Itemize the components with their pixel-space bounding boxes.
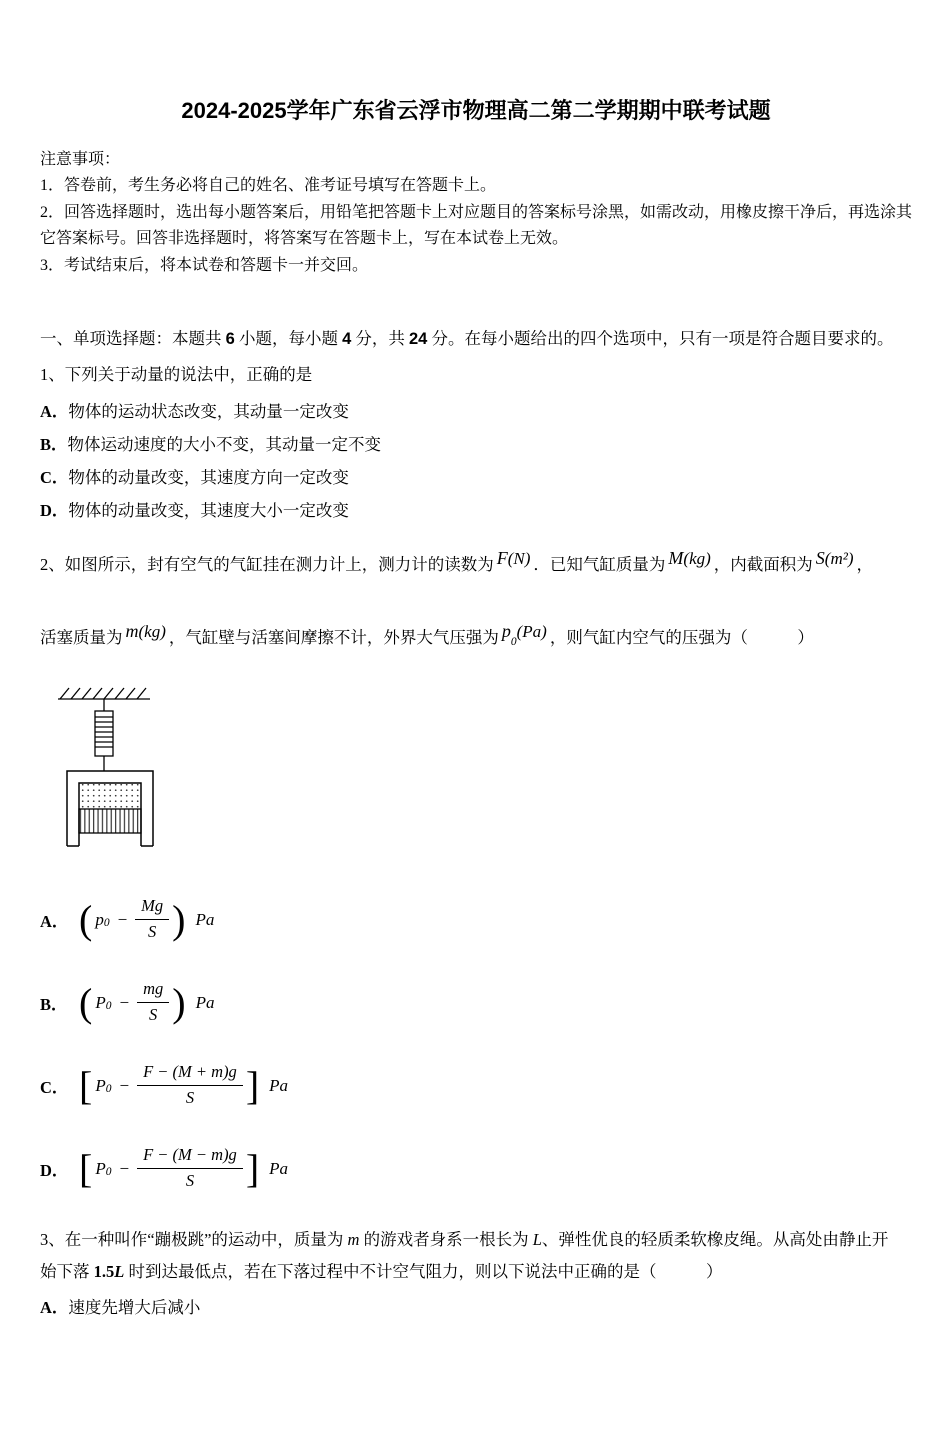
q1-option-b: [40, 428, 912, 461]
fraction: $\frac{Mg}{S}$: [135, 897, 169, 942]
inline-math-M: M(kg): [668, 548, 711, 568]
close-paren: ): [172, 979, 186, 1025]
exam-page: [0, 94, 950, 1324]
unit-label: Pa: [195, 992, 215, 1012]
close-bracket: ]: [245, 1062, 260, 1108]
option-text: 物体的动量改变，其速度大小一定改变: [68, 501, 349, 520]
q3-text: 时到达最低点，若在下落过程中不计空气阻力，则以下说法中正确的是（ ）: [124, 1261, 723, 1281]
fraction: $\frac{F - (M + m)g}{S}$: [137, 1063, 243, 1108]
q2-option-a: [40, 892, 912, 948]
cylinder-apparatus-figure: [48, 684, 174, 854]
open-bracket: [: [79, 1062, 93, 1108]
gas-region: [79, 783, 141, 809]
q3-stem: [40, 1224, 912, 1288]
q1-option-a: [40, 395, 912, 428]
page-title: 2024-2025学年广东省云浮市物理高二第二学期期中联考试题: [181, 98, 771, 123]
section-total: 24: [409, 330, 428, 348]
minus-sign: −: [119, 992, 130, 1012]
inline-math-p0: $p_0(Pa)$: [501, 621, 547, 648]
open-bracket: [: [79, 1145, 93, 1191]
minus-sign: −: [119, 1158, 130, 1178]
option-label: C．: [40, 468, 69, 487]
section-text: 分，共: [351, 329, 409, 348]
q2-stem-line-2: [40, 622, 912, 660]
q1-option-c: [40, 461, 912, 494]
q1-option-d: [40, 494, 912, 527]
pressure-subscript: 0: [103, 916, 110, 929]
minus-sign: −: [119, 1075, 130, 1095]
open-paren: (: [79, 979, 93, 1025]
spring-scale-icon: [95, 699, 113, 771]
unit-label: Pa: [195, 909, 215, 929]
answer-blank: （ ）: [731, 628, 814, 647]
drop-distance-symbol: L: [114, 1261, 125, 1281]
q3-option-a: [40, 1292, 912, 1324]
q2-option-b: [40, 975, 912, 1031]
piston-icon: [79, 809, 141, 833]
option-label: B．: [40, 435, 68, 454]
minus-sign: −: [117, 909, 128, 929]
pressure-symbol: P: [95, 1075, 106, 1095]
q1-options: [40, 395, 912, 527]
section-heading: [40, 325, 912, 353]
option-label: A．: [40, 1297, 69, 1317]
section-points: 4: [342, 330, 352, 348]
pressure-subscript: 0: [105, 999, 112, 1012]
pressure-symbol: P: [95, 1158, 106, 1178]
option-label: A．: [40, 402, 69, 421]
section-count: 6: [225, 330, 235, 348]
q2-option-c: [40, 1058, 912, 1114]
fraction: $\frac{F - (M - m)g}{S}$: [137, 1146, 243, 1191]
q2-text: ．已知气缸质量为: [533, 555, 666, 574]
notice-item-3: 3．考试结束后，将本试卷和答题卡一并交回。: [40, 256, 369, 274]
q3-text: 始下落: [40, 1261, 94, 1281]
drop-distance-number: 1.5: [93, 1261, 115, 1281]
inline-math-S: S(m²): [815, 548, 854, 568]
close-paren: ): [172, 896, 186, 942]
length-symbol: L: [532, 1229, 542, 1249]
option-text: 速度先增大后减小: [68, 1297, 201, 1317]
q2-option-d: [40, 1141, 912, 1197]
fraction: $\frac{mg}{S}$: [137, 980, 169, 1025]
pressure-symbol: P: [95, 992, 106, 1012]
q2-text: ，内截面积为: [713, 555, 813, 574]
inline-math-m: m(kg): [125, 621, 166, 641]
option-label: A．: [40, 911, 69, 931]
section-text: 分。在每小题给出的四个选项中，只有一项是符合题目要求的。: [427, 329, 894, 348]
option-text: 物体运动速度的大小不变，其动量一定不变: [67, 435, 382, 454]
inline-math-F: F(N): [496, 548, 531, 568]
q2-stem: [40, 549, 912, 660]
section-text: 一、单项选择题：本题共: [40, 329, 226, 348]
notice-item-2: 2．回答选择题时，选出每小题答案后，用铅笔把答题卡上对应题目的答案标号涂黑，如需改动，用橡皮擦干净后，再选涂其它答案标号。回答非选择题时，将答案写在答题卡上，写在本试卷上无效。: [40, 203, 913, 247]
option-label: D．: [40, 501, 69, 520]
option-label: C．: [40, 1077, 69, 1097]
unit-label: Pa: [269, 1158, 289, 1178]
q3-text: 3、在一种叫作“蹦极跳”的运动中，质量为: [40, 1229, 348, 1249]
q2-text: 2、如图所示，封有空气的气缸挂在测力计上，测力计的读数为: [40, 555, 494, 574]
open-paren: (: [79, 896, 93, 942]
q2-text: 活塞质量为: [40, 628, 123, 647]
q2-text: ，: [856, 555, 873, 574]
notice-item-1: 1．答卷前，考生务必将自己的姓名、准考证号填写在答题卡上。: [40, 177, 497, 194]
notice-heading: 注意事项：: [40, 151, 121, 168]
unit-label: Pa: [269, 1075, 289, 1095]
q3-text: 的游戏者身系一根长为: [359, 1229, 533, 1249]
option-label: B．: [40, 994, 68, 1014]
q2-text: ，气缸壁与活塞间摩擦不计，外界大气压强为: [168, 628, 499, 647]
ceiling-hatch-icon: [58, 688, 150, 699]
q2-text: ，则气缸内空气的压强为: [549, 628, 732, 647]
option-label: D．: [40, 1160, 69, 1180]
option-text: 物体的动量改变，其速度方向一定改变: [68, 468, 349, 487]
section-text: 小题，每小题: [234, 329, 343, 348]
close-bracket: ]: [245, 1145, 260, 1191]
q2-options: [40, 892, 912, 1197]
pressure-subscript: 0: [105, 1165, 112, 1178]
q3-text: 、弹性优良的轻质柔软橡皮绳。从高处由静止开: [541, 1229, 889, 1249]
q1-stem: 1、下列关于动量的说法中，正确的是: [40, 365, 313, 384]
mass-symbol: m: [347, 1229, 360, 1249]
option-text: 物体的运动状态改变，其动量一定改变: [68, 402, 349, 421]
pressure-symbol: p: [95, 909, 104, 929]
q2-stem-line-1: [40, 549, 912, 580]
pressure-subscript: 0: [105, 1082, 112, 1095]
